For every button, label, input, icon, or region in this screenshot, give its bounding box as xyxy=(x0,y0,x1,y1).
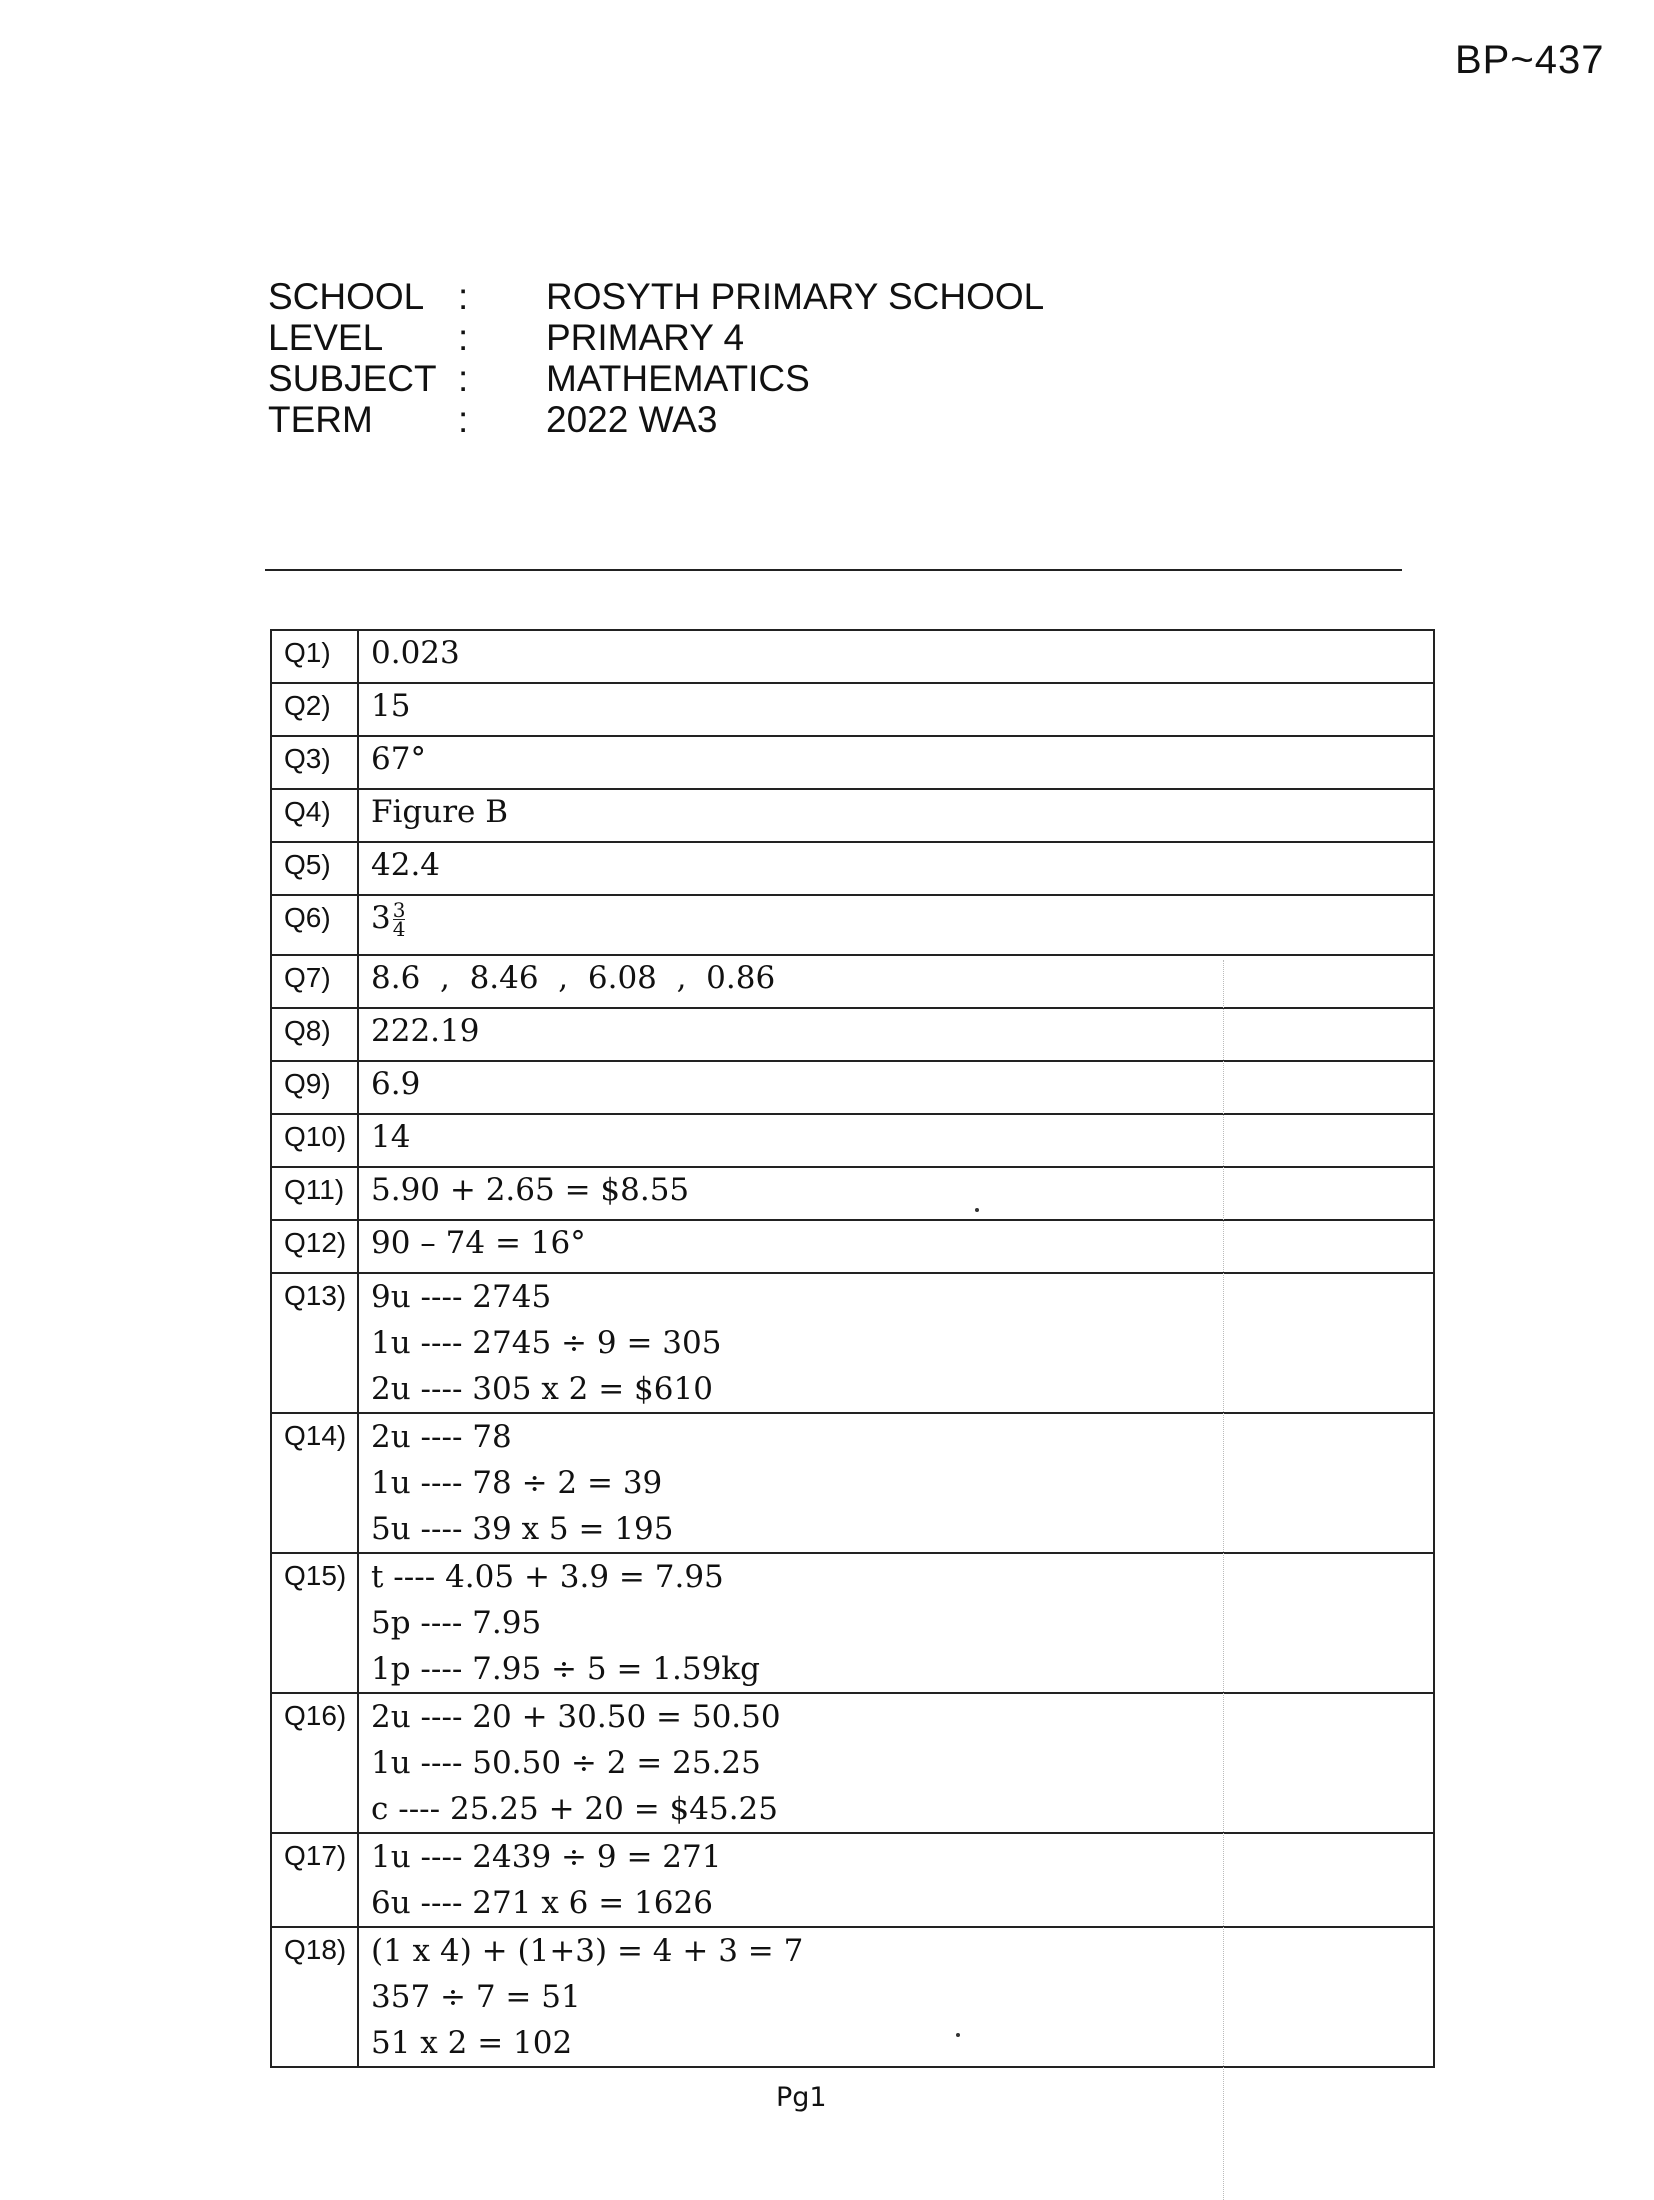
question-number: Q5) xyxy=(271,842,358,895)
answer-line: 5p ---- 7.95 xyxy=(371,1605,542,1641)
answer-line: (1 x 4) + (1+3) = 4 + 3 = 7 xyxy=(371,1933,804,1969)
answer-row xyxy=(271,1693,1434,1833)
question-number: Q11) xyxy=(271,1167,358,1220)
answer-row xyxy=(271,1114,1434,1167)
answer-row xyxy=(271,1220,1434,1273)
answer-line: 222.19 xyxy=(371,1013,480,1049)
answer-cell xyxy=(358,1008,1434,1061)
answer-row xyxy=(271,1167,1434,1220)
answer-line: 1u ---- 2439 ÷ 9 = 271 xyxy=(371,1839,722,1875)
answer-row xyxy=(271,1273,1434,1413)
answer-line: 0.023 xyxy=(371,635,460,671)
answer-cell xyxy=(358,1693,1434,1833)
answer-cell xyxy=(358,1273,1434,1413)
header-row-term xyxy=(268,399,1044,440)
answer-cell xyxy=(358,1833,1434,1927)
header-colon: : xyxy=(458,276,469,317)
question-number: Q15) xyxy=(271,1553,358,1693)
scan-speck xyxy=(975,1208,979,1212)
answer-line: 6u ---- 271 x 6 = 1626 xyxy=(371,1885,713,1921)
answer-line: 1u ---- 50.50 ÷ 2 = 25.25 xyxy=(371,1745,761,1781)
answer-cell xyxy=(358,789,1434,842)
answer-row xyxy=(271,683,1434,736)
answer-cell xyxy=(358,1114,1434,1167)
header-value: ROSYTH PRIMARY SCHOOL xyxy=(546,276,1045,317)
answer-row xyxy=(271,1927,1434,2067)
question-number: Q18) xyxy=(271,1927,358,2067)
header-colon: : xyxy=(458,399,469,440)
answer-cell xyxy=(358,1220,1434,1273)
answer-row xyxy=(271,1413,1434,1553)
answer-line: Figure B xyxy=(371,794,509,830)
answer-line: 90 – 74 = 16° xyxy=(371,1225,586,1261)
answer-line: 2u ---- 78 xyxy=(371,1419,512,1455)
answer-row xyxy=(271,895,1434,955)
answer-line: 67° xyxy=(371,741,426,777)
question-number: Q8) xyxy=(271,1008,358,1061)
header-label: SUBJECT xyxy=(268,358,437,399)
answer-line: 6.9 xyxy=(371,1066,421,1102)
answer-line: t ---- 4.05 + 3.9 = 7.95 xyxy=(371,1559,724,1595)
question-number: Q9) xyxy=(271,1061,358,1114)
question-number: Q13) xyxy=(271,1273,358,1413)
answer-cell xyxy=(358,1413,1434,1553)
answer-cell xyxy=(358,683,1434,736)
header-label: SCHOOL xyxy=(268,276,425,317)
answer-row xyxy=(271,955,1434,1008)
fraction-denominator: 4 xyxy=(392,917,406,941)
question-number: Q6) xyxy=(271,895,358,955)
fraction xyxy=(392,898,406,941)
answer-line: 357 ÷ 7 = 51 xyxy=(371,1979,581,2015)
answer-row xyxy=(271,736,1434,789)
answer-line: 42.4 xyxy=(371,847,441,883)
answer-row xyxy=(271,842,1434,895)
answer-cell xyxy=(358,895,1434,955)
question-number: Q10) xyxy=(271,1114,358,1167)
question-number: Q1) xyxy=(271,630,358,683)
document-code: BP~437 xyxy=(1455,38,1605,82)
answer-row xyxy=(271,789,1434,842)
answer-line: 51 x 2 = 102 xyxy=(371,2025,573,2061)
header-row-level xyxy=(268,317,1044,358)
scan-artifact-line xyxy=(1223,960,1224,2200)
header-value: 2022 WA3 xyxy=(546,399,718,440)
answer-row xyxy=(271,1008,1434,1061)
header-label: TERM xyxy=(268,399,373,440)
answer-cell xyxy=(358,955,1434,1008)
answer-line: 9u ---- 2745 xyxy=(371,1279,552,1315)
question-number: Q16) xyxy=(271,1693,358,1833)
header-row-school xyxy=(268,276,1044,317)
answer-line: 2u ---- 20 + 30.50 = 50.50 xyxy=(371,1699,781,1735)
question-number: Q2) xyxy=(271,683,358,736)
answer-line: 5.90 + 2.65 = $8.55 xyxy=(371,1172,690,1208)
answer-table xyxy=(270,629,1435,2068)
question-number: Q4) xyxy=(271,789,358,842)
answer-row xyxy=(271,1553,1434,1693)
page-number: Pg1 xyxy=(776,2082,827,2113)
question-number: Q3) xyxy=(271,736,358,789)
question-number: Q17) xyxy=(271,1833,358,1927)
header-label: LEVEL xyxy=(268,317,384,358)
answer-cell xyxy=(358,1061,1434,1114)
header-colon: : xyxy=(458,317,469,358)
fraction-numerator: 3 xyxy=(392,898,406,922)
answer-cell xyxy=(358,1553,1434,1693)
header-value: PRIMARY 4 xyxy=(546,317,745,358)
answer-row xyxy=(271,1061,1434,1114)
answer-row xyxy=(271,630,1434,683)
answer-line: c ---- 25.25 + 20 = $45.25 xyxy=(371,1791,778,1827)
answer-line: 15 xyxy=(371,688,411,724)
answer-line: 1u ---- 78 ÷ 2 = 39 xyxy=(371,1465,663,1501)
header-value: MATHEMATICS xyxy=(546,358,810,399)
answer-line: 5u ---- 39 x 5 = 195 xyxy=(371,1511,674,1547)
question-number: Q14) xyxy=(271,1413,358,1553)
answer-line: 1p ---- 7.95 ÷ 5 = 1.59kg xyxy=(371,1651,760,1687)
answer-cell xyxy=(358,630,1434,683)
mixed-fraction xyxy=(371,898,406,941)
question-number: Q12) xyxy=(271,1220,358,1273)
header-divider xyxy=(265,569,1402,571)
answer-line: 8.6 , 8.46 , 6.08 , 0.86 xyxy=(371,960,776,996)
answer-line: 2u ---- 305 x 2 = $610 xyxy=(371,1371,713,1407)
header-row-subject xyxy=(268,358,1044,399)
answer-cell xyxy=(358,842,1434,895)
answer-cell xyxy=(358,1167,1434,1220)
fraction-whole: 3 xyxy=(371,900,391,936)
question-number: Q7) xyxy=(271,955,358,1008)
answer-line: 14 xyxy=(371,1119,411,1155)
answer-line: 1u ---- 2745 ÷ 9 = 305 xyxy=(371,1325,722,1361)
paper-header xyxy=(268,276,1044,440)
answer-row xyxy=(271,1833,1434,1927)
answer-cell xyxy=(358,1927,1434,2067)
header-colon: : xyxy=(458,358,469,399)
answer-table-body xyxy=(271,630,1434,2067)
scan-speck xyxy=(956,2033,960,2037)
answer-cell xyxy=(358,736,1434,789)
